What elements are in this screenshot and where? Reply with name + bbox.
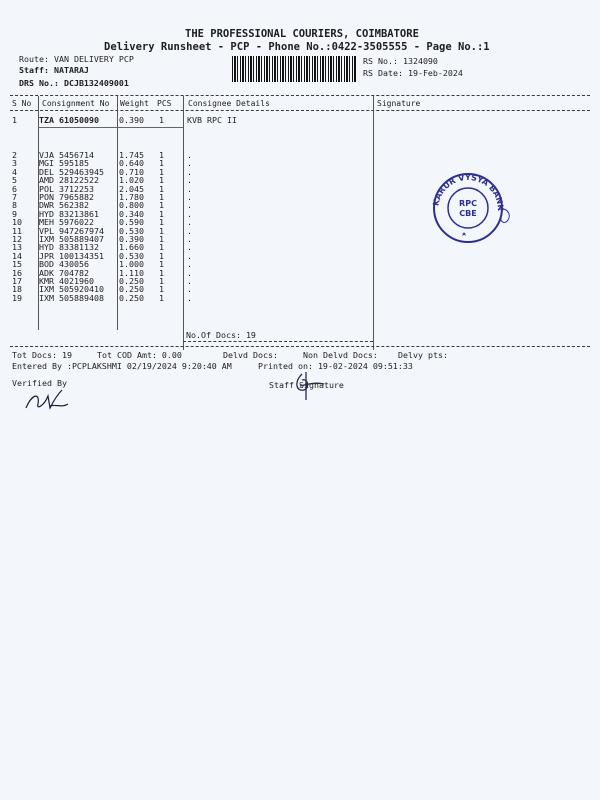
cell-sno: 19	[12, 292, 22, 303]
cell-pcs: 1	[159, 150, 164, 160]
cell-pcs: 1	[159, 242, 164, 253]
col-weight: Weight	[120, 99, 149, 108]
cell-consignee: .	[187, 166, 192, 177]
company-title: THE PROFESSIONAL COURIERS, COIMBATORE	[185, 28, 419, 40]
cell-consignee: .	[187, 267, 192, 278]
cell-sno: 15	[12, 259, 22, 270]
stamp-bank-name: KARUR VYSYA BANK	[431, 172, 506, 211]
cell-consignee: KVB RPC II	[187, 115, 237, 125]
cell-pcs: 1	[159, 115, 164, 125]
col-pcs: PCS	[157, 99, 172, 108]
cell-pcs: 1	[159, 192, 164, 202]
cell-pcs: 1	[159, 225, 164, 236]
cell-sno: 13	[12, 242, 22, 253]
barcode	[232, 56, 356, 82]
cell-weight: 1.000	[119, 259, 144, 270]
staff-signature: Staff Signature	[269, 380, 344, 390]
cell-sno: 11	[12, 225, 22, 236]
drs-number: DRS No.: DCJB132409001	[19, 78, 129, 88]
runsheet-subtitle: Delivery Runsheet - PCP - Phone No.:0422-3505555 - Page No.:1	[104, 41, 490, 53]
cell-consignment: IXM 505889408	[39, 292, 104, 303]
delvd-docs: Delvd Docs:	[223, 350, 278, 360]
entered-by: Entered By :PCPLAKSHMI 02/19/2024 9:20:40 AM	[12, 361, 232, 371]
cell-pcs: 1	[159, 250, 164, 261]
cell-consignment: VJA 5456714	[39, 150, 94, 160]
stamp-line-1: RPC	[459, 199, 477, 208]
cell-consignee: .	[187, 250, 192, 261]
cell-pcs: 1	[159, 234, 164, 244]
cell-consignment: TZA 61050090	[39, 115, 99, 125]
cell-sno: 9	[12, 208, 17, 219]
cell-weight: 0.340	[119, 208, 144, 219]
cell-weight: 1.020	[119, 175, 144, 186]
cell-weight: 0.530	[119, 250, 144, 261]
rs-date: RS Date: 19-Feb-2024	[363, 68, 463, 78]
cell-sno: 14	[12, 250, 22, 261]
cell-pcs: 1	[159, 166, 164, 177]
table-row	[0, 115, 600, 124]
cell-consignment: DWR 562382	[39, 200, 89, 211]
cell-consignee: .	[187, 284, 192, 295]
cell-sno: 17	[12, 276, 22, 286]
cell-pcs: 1	[159, 292, 164, 303]
cell-sno: 18	[12, 284, 22, 295]
cell-consignment: AMD 28122522	[39, 175, 99, 186]
cell-consignment: ADK 704782	[39, 267, 89, 278]
verified-by: Verified By	[12, 378, 67, 388]
cell-consignment: DEL 529463945	[39, 166, 104, 177]
table-top-rule	[10, 95, 590, 96]
cell-consignee: .	[187, 225, 192, 236]
tot-docs: Tot Docs: 19	[12, 350, 72, 360]
cell-weight: 1.110	[119, 267, 144, 278]
cell-consignee: .	[187, 200, 192, 211]
cell-consignee: .	[187, 234, 192, 244]
cell-sno: 5	[12, 175, 17, 186]
staff-label: Staff: NATARAJ	[19, 65, 89, 75]
cell-consignment: PON 7965882	[39, 192, 94, 202]
table-header-rule	[10, 110, 590, 111]
col-consignment: Consignment No	[42, 99, 110, 108]
cell-weight: 0.390	[119, 115, 144, 125]
cell-consignment: HYD 83381132	[39, 242, 99, 253]
cell-sno: 16	[12, 267, 22, 278]
cell-weight: 0.800	[119, 200, 144, 211]
cell-sno: 1	[12, 115, 17, 125]
cell-weight: 0.530	[119, 225, 144, 236]
table-row	[0, 293, 600, 302]
cell-consignee: .	[187, 292, 192, 303]
cell-weight: 1.745	[119, 150, 144, 160]
cell-sno: 3	[12, 158, 17, 169]
cell-pcs: 1	[159, 183, 164, 194]
cell-consignee: .	[187, 276, 192, 286]
tot-cod-amt: Tot COD Amt: 0.00	[97, 350, 182, 360]
cell-consignee: .	[187, 192, 192, 202]
cell-pcs: 1	[159, 267, 164, 278]
stamp-line-2: CBE	[459, 209, 477, 218]
cell-consignee: .	[187, 150, 192, 160]
cell-sno: 7	[12, 192, 17, 202]
cell-pcs: 1	[159, 284, 164, 295]
cell-consignment: MEH 5976022	[39, 217, 94, 228]
cell-pcs: 1	[159, 208, 164, 219]
cell-pcs: 1	[159, 259, 164, 270]
cell-sno: 4	[12, 166, 17, 177]
cell-weight: 1.780	[119, 192, 144, 202]
table-bottom-rule	[10, 346, 590, 347]
non-delvd-docs: Non Delvd Docs:	[303, 350, 378, 360]
printed-on: Printed on: 19-02-2024 09:51:33	[258, 361, 413, 371]
cell-consignment: JPR 100134351	[39, 250, 104, 261]
cell-sno: 12	[12, 234, 22, 244]
rs-number: RS No.: 1324090	[363, 56, 438, 66]
verified-signature-mark	[22, 386, 72, 414]
cell-consignee: .	[187, 208, 192, 219]
cell-weight: 0.710	[119, 166, 144, 177]
cell-sno: 2	[12, 150, 17, 160]
cell-weight: 0.250	[119, 284, 144, 295]
bank-stamp	[428, 170, 512, 244]
row-1-rule	[38, 127, 183, 128]
cell-consignment: VPL 947267974	[39, 225, 104, 236]
col-signature: Signature	[377, 99, 421, 108]
cell-pcs: 1	[159, 158, 164, 169]
cell-pcs: 1	[159, 200, 164, 211]
cell-consignee: .	[187, 242, 192, 253]
cell-sno: 6	[12, 183, 17, 194]
no-of-docs: No.Of Docs: 19	[186, 330, 256, 340]
cell-consignee: .	[187, 175, 192, 186]
cell-consignment: MGI 595185	[39, 158, 89, 169]
cell-consignee: .	[187, 183, 192, 194]
delvy-pts: Delvy pts:	[398, 350, 448, 360]
cell-consignment: KMR 4021960	[39, 276, 94, 286]
cell-consignment: HYD 83213861	[39, 208, 99, 219]
cell-consignee: .	[187, 217, 192, 228]
docs-rule	[183, 341, 373, 342]
stamp-star-icon	[462, 232, 466, 236]
cell-weight: 0.250	[119, 276, 144, 286]
cell-sno: 10	[12, 217, 22, 228]
cell-sno: 8	[12, 200, 17, 211]
cell-weight: 0.390	[119, 234, 144, 244]
cell-weight: 0.590	[119, 217, 144, 228]
col-consignee: Consignee Details	[188, 99, 270, 108]
cell-pcs: 1	[159, 175, 164, 186]
cell-weight: 1.660	[119, 242, 144, 253]
cell-consignment: POL 3712253	[39, 183, 94, 194]
cell-consignee: .	[187, 259, 192, 270]
route-label: Route: VAN DELIVERY PCP	[19, 54, 134, 64]
cell-consignment: IXM 505920410	[39, 284, 104, 295]
cell-weight: 0.640	[119, 158, 144, 169]
col-sno: S No	[12, 99, 32, 108]
cell-consignee: .	[187, 158, 192, 169]
cell-consignment: IXM 505889407	[39, 234, 104, 244]
cell-weight: 0.250	[119, 292, 144, 303]
cell-pcs: 1	[159, 276, 164, 286]
cell-weight: 2.045	[119, 183, 144, 194]
cell-pcs: 1	[159, 217, 164, 228]
staff-signature-mark	[288, 368, 328, 402]
cell-consignment: BOD 430056	[39, 259, 89, 270]
